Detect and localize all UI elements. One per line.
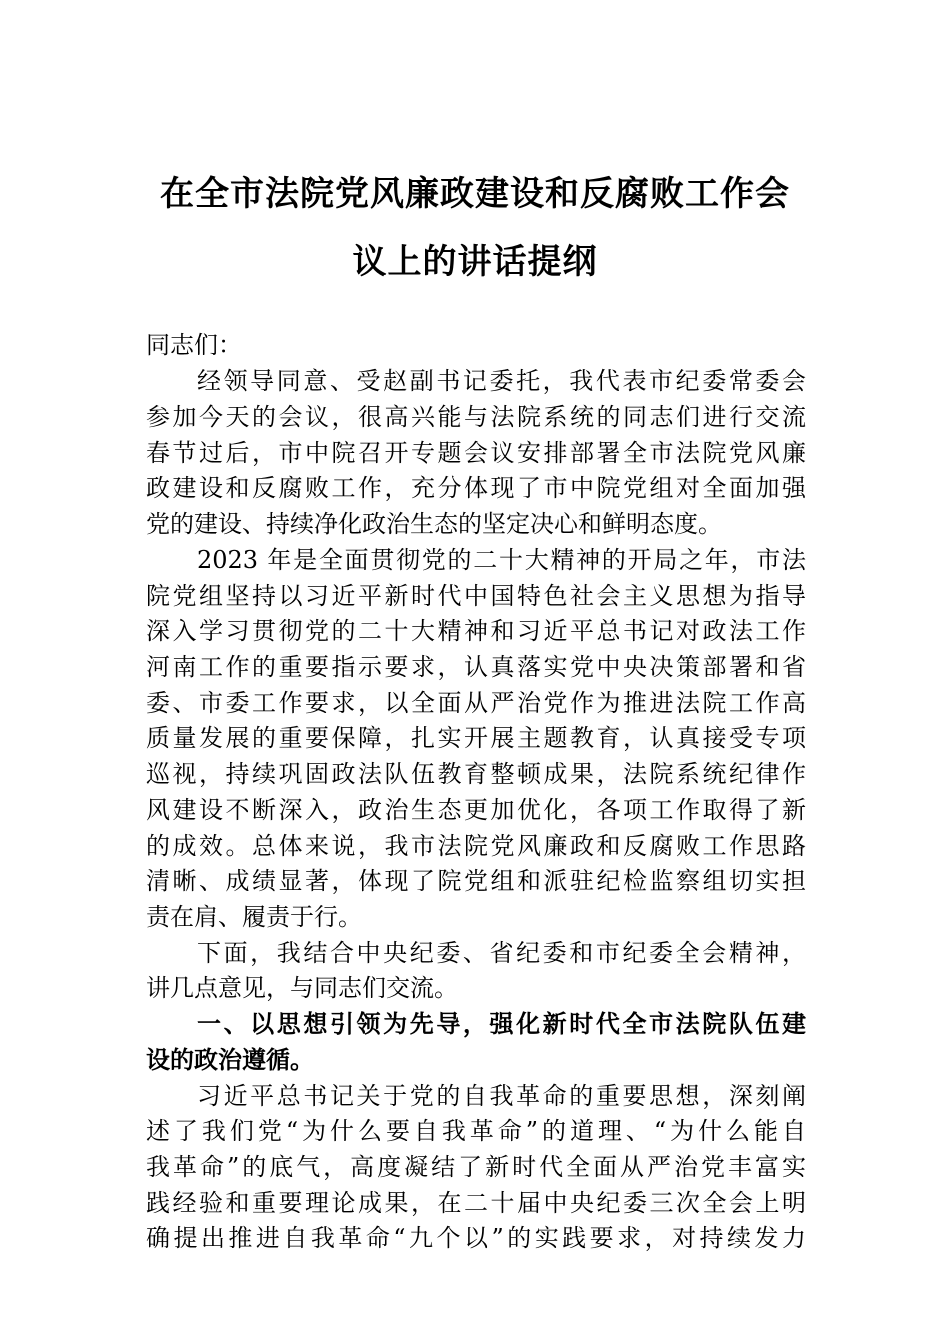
section-heading-1-cont: 设的政治遵循。	[146, 1046, 314, 1074]
body-line: 质量发展的重要保障，扎实开展主题教育，认真接受专项	[146, 724, 806, 752]
body-line: 巡视，持续巩固政法队伍教育整顿成果，法院系统纪律作	[146, 760, 806, 788]
body-line: 确提出推进自我革命“九个以”的实践要求，对持续发力	[146, 1224, 806, 1252]
section-heading-1: 一、以思想引领为先导，强化新时代全市法院队伍建	[197, 1010, 806, 1038]
body-line: 2023 年是全面贯彻党的二十大精神的开局之年，市法	[197, 546, 806, 574]
body-line: 政建设和反腐败工作，充分体现了市中院党组对全面加强	[146, 474, 806, 502]
salutation: 同志们：	[146, 331, 242, 359]
body-line: 责在肩、履责于行。	[146, 903, 362, 931]
body-line: 风建设不断深入，政治生态更加优化，各项工作取得了新	[146, 796, 806, 824]
body-line: 述了我们党“为什么要自我革命”的道理、“为什么能自	[146, 1117, 806, 1145]
body-line: 我革命”的底气，高度凝结了新时代全面从严治党丰富实	[146, 1153, 806, 1181]
body-line: 院党组坚持以习近平新时代中国特色社会主义思想为指导	[146, 582, 806, 610]
body-line: 清晰、成绩显著，体现了院党组和派驻纪检监察组切实担	[146, 867, 806, 895]
body-line: 春节过后，市中院召开专题会议安排部署全市法院党风廉	[146, 439, 806, 467]
body-line: 参加今天的会议，很高兴能与法院系统的同志们进行交流	[146, 403, 806, 431]
body-line: 下面，我结合中央纪委、省纪委和市纪委全会精神，	[197, 939, 806, 967]
body-line: 经领导同意、受赵副书记委托，我代表市纪委常委会	[197, 367, 806, 395]
body-line: 习近平总书记关于党的自我革命的重要思想，深刻阐	[197, 1082, 806, 1110]
body-line: 委、市委工作要求，以全面从严治党作为推进法院工作高	[146, 689, 806, 717]
document-title-line-1: 在全市法院党风廉政建设和反腐败工作会	[160, 174, 790, 214]
body-line: 河南工作的重要指示要求，认真落实党中央决策部署和省	[146, 653, 806, 681]
body-line: 深入学习贯彻党的二十大精神和习近平总书记对政法工作	[146, 617, 806, 645]
body-line: 党的建设、持续净化政治生态的坚定决心和鲜明态度。	[146, 510, 722, 538]
body-line: 的成效。总体来说，我市法院党风廉政和反腐败工作思路	[146, 832, 806, 860]
body-line: 践经验和重要理论成果，在二十届中央纪委三次全会上明	[146, 1189, 806, 1217]
document-title-line-2: 议上的讲话提纲	[352, 242, 598, 282]
body-line: 讲几点意见，与同志们交流。	[146, 974, 458, 1002]
